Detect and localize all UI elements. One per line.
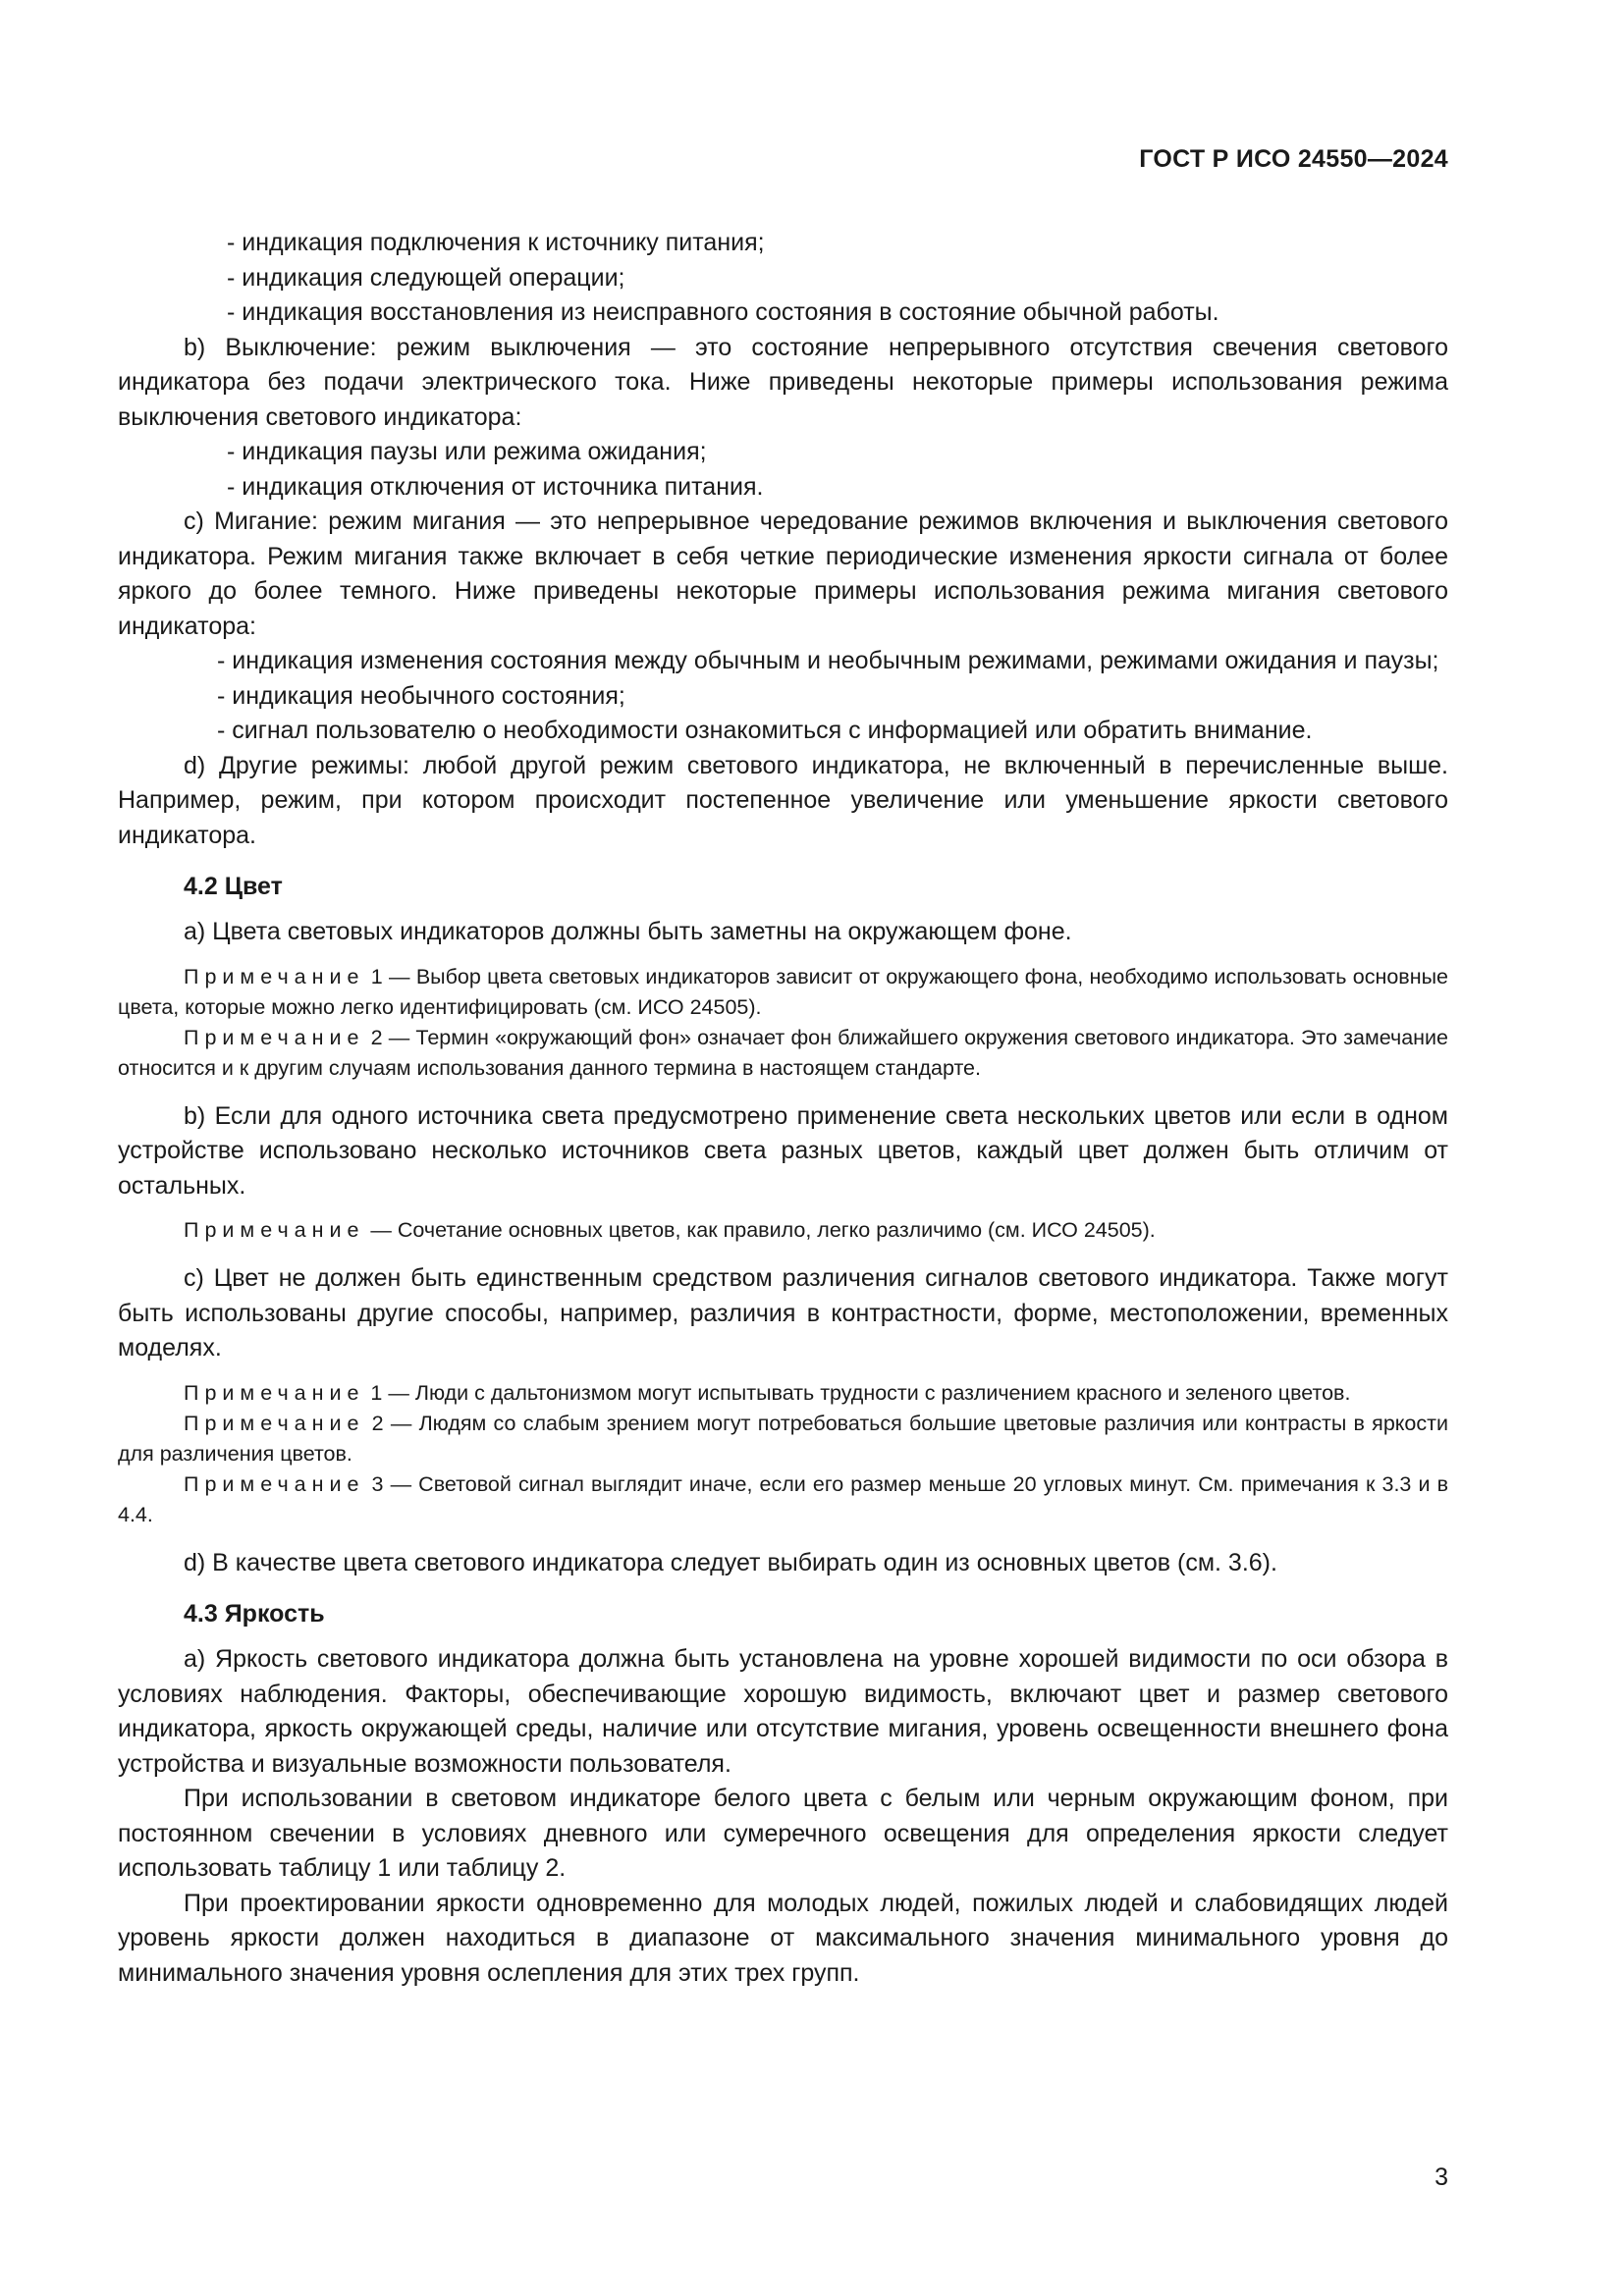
list-item: - индикация изменения состояния между обычным и необычным режимами, режимами ожидания и паузы;	[217, 647, 1439, 674]
list-item: - индикация восстановления из неисправного состояния в состояние обычной работы.	[227, 298, 1219, 326]
list-item: - индикация подключения к источнику питания;	[227, 229, 765, 256]
note	[118, 1023, 1448, 1084]
note	[118, 1469, 1448, 1530]
note	[118, 1378, 1448, 1409]
paragraph-brightness-a: a) Яркость светового индикатора должна быть установлена на уровне хорошей видимости по оси обзора в условиях наблюдения. Факторы, обеспечивающие хорошую видимость, включают цвет и размер светового индикатора, яркость окружающей среды, наличие или отсутствие мигания, уровень освещенности внешнего фона устройства и визуальные возможности пользователя.	[118, 1645, 1448, 1778]
paragraph-brightness-3: При проектировании яркости одновременно для молодых людей, пожилых людей и слабовидящих людей уровень яркости должен находиться в диапазоне от максимального значения минимального уровня до минимального значения уровня ослепления для этих трех групп.	[118, 1889, 1448, 1987]
paragraph-color-d: d) В качестве цвета светового индикатора следует выбирать один из основных цветов (см. 3.6).	[184, 1548, 1277, 1576]
list-item: - сигнал пользователю о необходимости ознакомиться с информацией или обратить внимание.	[217, 717, 1313, 744]
list-item: - индикация отключения от источника питания.	[227, 472, 764, 501]
document-body	[118, 226, 1448, 1991]
section-heading-4-3: 4.3 Яркость	[184, 1600, 325, 1628]
document-id-header: ГОСТ Р ИСО 24550—2024	[1139, 145, 1448, 173]
note-text: 3 — Световой сигнал выглядит иначе, если его размер меньше 20 угловых минут. См. примечания к 3.3 и в 4.4.	[118, 1471, 1448, 1526]
note-label: Примечание	[184, 1471, 365, 1496]
list-item: - индикация паузы или режима ожидания;	[227, 438, 707, 465]
note-text: 2 — Термин «окружающий фон» означает фон ближайшего окружения светового индикатора. Это замечание относится и к другим случаям использования данного термина в настоящем стандарте.	[118, 1025, 1448, 1080]
paragraph-color-b: b) Если для одного источника света предусмотрено применение света нескольких цветов или если в одном устройстве использовано несколько источников света разных цветов, каждый цвет должен быть отличим от остальных.	[118, 1101, 1448, 1200]
note-label: Примечание	[184, 1411, 365, 1435]
note-label: Примечание	[184, 964, 365, 988]
note	[118, 1409, 1448, 1469]
section-heading-4-2: 4.2 Цвет	[184, 873, 283, 900]
paragraph-mode-off: b) Выключение: режим выключения — это состояние непрерывного отсутствия свечения светового индикатора без подачи электрического тока. Ниже приведены некоторые примеры использования режима выключения светового индикатора:	[118, 333, 1448, 431]
note	[118, 1215, 1448, 1246]
paragraph-mode-blink: c) Мигание: режим мигания — это непрерывное чередование режимов включения и выключения светового индикатора. Режим мигания также включает в себя четкие периодические изменения яркости сигнала от более яркого до более темного. Ниже приведены некоторые примеры использования режима мигания светового индикатора:	[118, 507, 1448, 640]
note-text: 1 — Люди с дальтонизмом могут испытывать трудности с различением красного и зеленого цветов.	[364, 1380, 1351, 1405]
paragraph-brightness-2: При использовании в световом индикаторе белого цвета с белым или черным окружающим фоном, при постоянном свечении в условиях дневного или сумеречного освещения для определения яркости следует использовать таблицу 1 или таблицу 2.	[118, 1785, 1448, 1882]
note-text: — Сочетание основных цветов, как правило, легко различимо (см. ИСО 24505).	[364, 1218, 1156, 1242]
note-text: 2 — Людям со слабым зрением могут потребоваться большие цветовые различия или контрасты в яркости для различения цветов.	[118, 1411, 1448, 1466]
note-label: Примечание	[184, 1380, 365, 1405]
paragraph-mode-other: d) Другие режимы: любой другой режим светового индикатора, не включенный в перечисленные выше. Например, режим, при котором происходит постепенное увеличение или уменьшение яркости светового индикатора.	[118, 751, 1448, 849]
paragraph-color-c: c) Цвет не должен быть единственным средством различения сигналов светового индикатора. Также могут быть использованы другие способы, например, различия в контрастности, форме, местоположении, временных моделях.	[118, 1264, 1448, 1362]
note-label: Примечание	[184, 1218, 365, 1242]
note-label: Примечание	[184, 1025, 365, 1049]
paragraph-color-a: a) Цвета световых индикаторов должны быть заметны на окружающем фоне.	[184, 918, 1072, 945]
note-text: 1 — Выбор цвета световых индикаторов зависит от окружающего фона, необходимо использовать основные цвета, которые можно легко идентифицировать (см. ИСО 24505).	[118, 964, 1448, 1019]
note	[118, 962, 1448, 1023]
list-item: - индикация необычного состояния;	[217, 681, 625, 710]
page-number: 3	[1435, 2163, 1448, 2191]
list-item: - индикация следующей операции;	[227, 263, 625, 292]
